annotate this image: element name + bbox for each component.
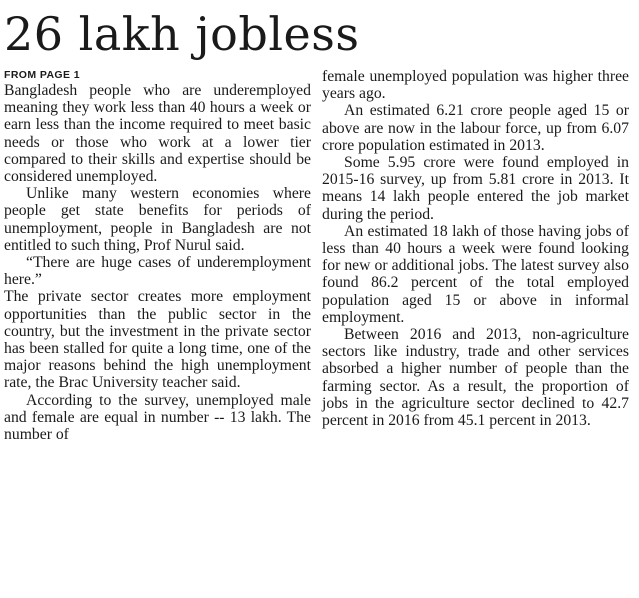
continuation-kicker: FROM PAGE 1 <box>4 69 80 81</box>
paragraph: An estimated 6.21 crore people aged 15 or above are now in the labour force, up from 6.07 crore population estimated in 2013. <box>322 102 629 154</box>
article-column-left <box>4 68 311 443</box>
headline: 26 lakh jobless <box>4 7 360 61</box>
paragraph: Between 2016 and 2013, non-agriculture sectors like industry, trade and other services absorbed a higher number of people than the farming sector. As a result, the proportion of jobs in the agriculture sector declined to 42.7 percent in 2016 from 45.1 percent in 2013. <box>322 326 629 430</box>
paragraph: Unlike many western economies where people get state benefits for periods of unemployment, people in Bangladesh are not entitled to such thing, Prof Nurul said. <box>4 185 311 254</box>
paragraph: The private sector creates more employment opportunities than the public sector in the country, but the investment in the private sector has been stalled for quite a long time, one of the major reasons behind the high unemployment rate, the Brac University teacher said. <box>4 288 311 392</box>
article-column-right <box>322 68 629 429</box>
paragraph: According to the survey, unemployed male and female are equal in number -- 13 lakh. The number of <box>4 391 311 444</box>
paragraph: female unemployed population was higher three years ago. <box>322 68 629 103</box>
paragraph: Bangladesh people who are underemployed meaning they work less than 40 hours a week or earn less than the income required to meet basic needs or those who work at a lower tier compared to their skills and expertise should be considered unemployed. <box>4 82 311 186</box>
paragraph: An estimated 18 lakh of those having jobs of less than 40 hours a week were found looking for new or additional jobs. The latest survey also found 86.2 percent of the total employed population aged 15 or above in informal employment. <box>322 222 629 326</box>
paragraph: “There are huge cases of underemployment here.” <box>4 254 311 289</box>
paragraph: Some 5.95 crore were found employed in 2015-16 survey, up from 5.81 crore in 2013. It means 14 lakh people entered the job market during the period. <box>322 154 629 223</box>
